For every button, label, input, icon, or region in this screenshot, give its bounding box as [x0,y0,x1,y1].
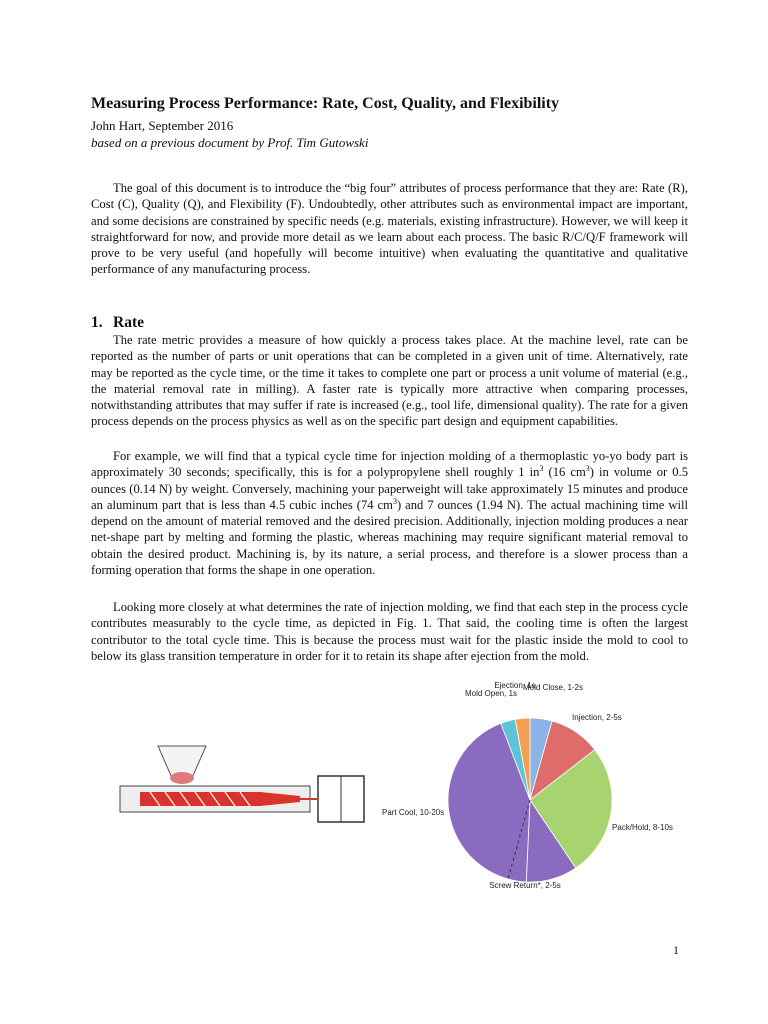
pellets-icon [170,772,194,784]
attribution-line: based on a previous document by Prof. Tim Gutowski [91,135,369,150]
pie-slice-label: Mold Open, 1s [464,689,518,698]
document-title: Measuring Process Performance: Rate, Cost, Quality, and Flexibility [91,95,560,112]
author-line: John Hart, September 2016 [91,118,234,133]
rate-paragraph-3: Looking more closely at what determines the rate of injection molding, we find that each step in the process cycle contributes measurably to the cycle time, as depicted in Fig. 1. That said, the cooling time is often the largest contributor to the total cycle time. This is because the process must wait for the plastic inside the mold to cool to below its glass transition temperature in order for it to retain its shape after ejection from the mold. [91,600,688,663]
injection-machine-diagram [120,746,364,822]
page-number: 1 [673,943,679,957]
p2-text-d: ) and 7 ounces (1.94 N). The actual machining time will depend on the amount of material removed and the desired precision. Additionally, injection molding produces a near net-shape part by melting and forming the plastic, whereas machining may require significant material removal to obtain the desired product. Machining is, by its nature, a serial process, and therefore is a slower process than a forming operation that forms the shape in one operation. [91,497,688,578]
pie-slice-label: Ejection, 1s [494,681,536,690]
p2-text-b: (16 cm [543,465,586,480]
p2-text-c: ) in volume or 0.5 ounces (0.14 N) by weight. Conversely, machining your paperweight will take approximately 15 minutes and produce an aluminum part that is less than 4.5 cubic inches (74 cm [91,465,688,512]
cycle-time-pie-chart [382,681,673,890]
intro-paragraph: The goal of this document is to introduce the “big four” attributes of process performance that they are: Rate (R), Cost (C), Quality (Q), and Flexibility (F). Undoubtedly, other attributes such as environmental impact are important, and some decisions are constrained by specific needs (e.g. materials, existing infrastructure). However, we will keep it straightforward for now, and provide more detail as we learn about each process. The basic R/C/Q/F framework will prove to be very useful (and hopefully will become intuitive) when evaluating the quantitative and qualitative performance of any manufacturing process. [91,181,688,277]
superscript-3: 3 [585,464,590,474]
section-number: 1. [91,314,103,331]
pie-slice-label: Screw Return*, 2-5s [489,881,561,890]
rate-paragraph-1: The rate metric provides a measure of how quickly a process takes place. At the machine level, rate can be reported as the number of parts or unit operations that can be completed in a given unit of time. Alternatively, rate may be reported as the cycle time, or the time it takes to complete one part or process a unit volume of material (e.g., the material removal rate in milling). A faster rate is typically more attractive when comparing processes, notwithstanding attributes that may suffer if rate is increased (e.g., tool life, dimensional quality). The rate for a given process depends on the process physics as well as on the specific part design and equipment capabilities. [91,333,688,429]
superscript-3: 3 [392,496,397,506]
pie-slice-label: Injection, 2-5s [572,713,622,722]
p2-text-a: For example, we will find that a typical cycle time for injection molding of a thermoplastic yo-yo body part is approximately 30 seconds; specifically, this is for a polypropylene shell roughly 1 in [91,449,688,480]
section-title: Rate [113,314,144,331]
superscript-3: 3 [539,464,544,474]
pie-slice-label: Part Cool, 10-20s [382,808,445,817]
pie-slice-label: Mold Close, 1-2s [522,683,584,692]
pie-slice-label: Pack/Hold, 8-10s [612,823,673,832]
